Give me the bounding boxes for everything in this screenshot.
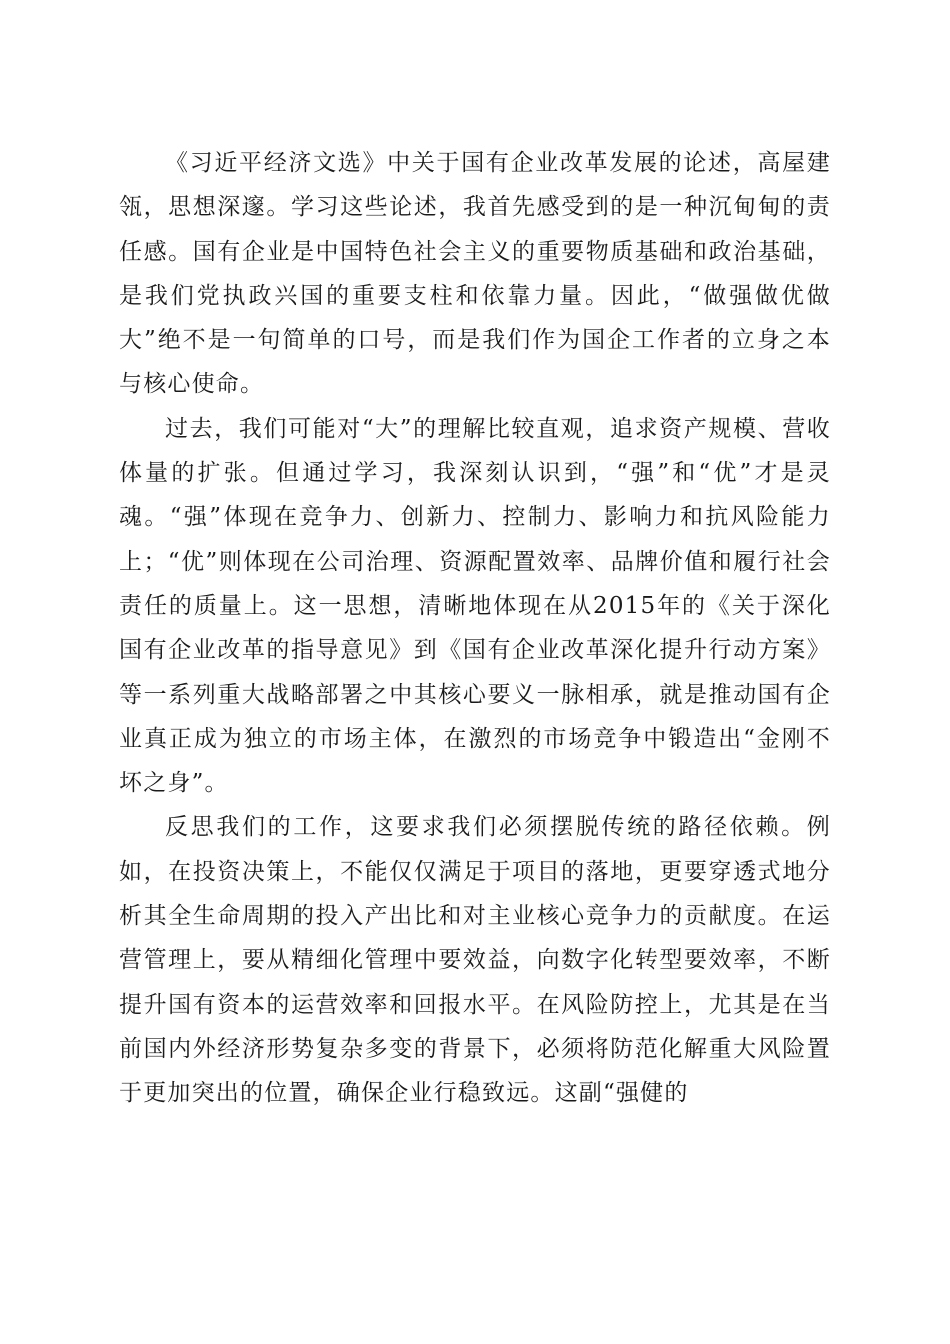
paragraph-2: 过去，我们可能对“大”的理解比较直观，追求资产规模、营收体量的扩张。但通过学习，我深刻认识到，“强”和“优”才是灵魂。“强”体现在竞争力、创新力、控制力、影响力和抗风险能力上；“优”则体现在公司治理、资源配置效率、品牌价值和履行社会责任的质量上。这一思想，清晰地体现在从2015年的《关于深化国有企业改革的指导意见》到《国有企业改革深化提升行动方案》等一系列重大战略部署之中其核心要义一脉相承，就是推动国有企业真正成为独立的市场主体，在激烈的市场竞争中锻造出“金刚不坏之身”。: [119, 415, 831, 797]
paragraph-1: 《习近平经济文选》中关于国有企业改革发展的论述，高屋建瓴，思想深邃。学习这些论述，我首先感受到的是一种沉甸甸的责任感。国有企业是中国特色社会主义的重要物质基础和政治基础，是我们党执政兴国的重要支柱和依靠力量。因此，“做强做优做大”绝不是一句简单的口号，而是我们作为国企工作者的立身之本与核心使命。: [119, 150, 831, 398]
document-body: [119, 141, 831, 1116]
paragraph-3: 反思我们的工作，这要求我们必须摆脱传统的路径依赖。例如，在投资决策上，不能仅仅满足于项目的落地，更要穿透式地分析其全生命周期的投入产出比和对主业核心竞争力的贡献度。在运营管理上，要从精细化管理中要效益，向数字化转型要效率，不断提升国有资本的运营效率和回报水平。在风险防控上，尤其是在当前国内外经济形势复杂多变的背景下，必须将防范化解重大风险置于更加突出的位置，确保企业行稳致远。这副“强健的: [119, 814, 831, 1107]
